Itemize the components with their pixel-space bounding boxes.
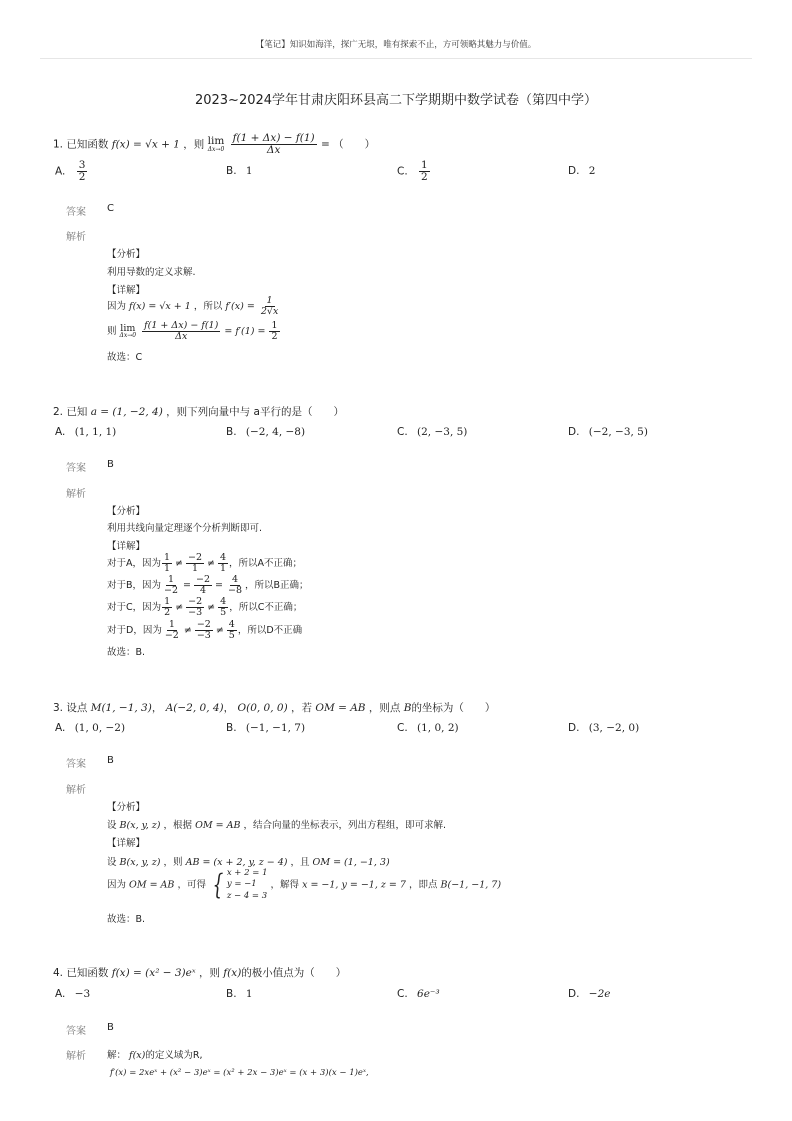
option-letter: A. (55, 426, 66, 438)
q3-stem-c: ，则点 (368, 702, 401, 714)
q3-point-o: O(0, 0, 0) (237, 702, 288, 714)
page-title: 2023~2024学年甘肃庆阳环县高二下学期期中数学试卷（第四中学） (194, 93, 598, 108)
row-fraction (186, 597, 204, 618)
q1-analysis-label: 解析 (66, 232, 86, 243)
brace-glyph: { (212, 868, 224, 902)
relation-symbol: ≠ (175, 601, 184, 613)
option-letter: B. (226, 165, 237, 177)
lim-sub: Δx→0 (119, 332, 137, 340)
text: ，即点 (408, 879, 438, 891)
option-value: 1 (245, 165, 253, 177)
option-value: (−2, −3, 5) (588, 426, 648, 438)
frac-num: 1 (164, 552, 171, 563)
q4-answer-label: 答案 (66, 1026, 86, 1037)
row-fraction (162, 553, 172, 574)
frac-den: −3 (196, 629, 211, 641)
row-fraction (186, 553, 204, 574)
q3-stem-b: ，若 (291, 702, 313, 714)
math: = f′(1) = (224, 325, 266, 337)
q3-vector-eq: OM = AB (315, 702, 366, 714)
frac-den: 5 (220, 606, 227, 618)
frac-den: 1 (220, 562, 227, 574)
row-fraction (194, 575, 212, 596)
row-fraction (227, 620, 237, 641)
q4-solution-line-1 (107, 1047, 202, 1061)
q4-stem-a: 4. 已知函数 (53, 967, 109, 979)
text: ，且 (290, 857, 310, 868)
q1-option-a[interactable] (55, 160, 88, 183)
math: OM = AB (195, 820, 241, 831)
relation-symbol: ≠ (207, 601, 216, 613)
q2-detail-row (107, 575, 309, 596)
q1-option-d[interactable] (568, 165, 595, 177)
q1-analysis-head: 【分析】 (107, 249, 146, 260)
frac-num: 1 (421, 159, 428, 171)
q2-option-c[interactable] (397, 426, 467, 438)
option-value: (−2, 4, −8) (245, 426, 306, 438)
q1-function: f(x) = √x + 1 (111, 138, 180, 151)
text: ，根据 (163, 820, 193, 831)
frac-num: 4 (231, 574, 239, 585)
q2-option-b[interactable] (226, 426, 305, 438)
row-fraction (163, 620, 181, 641)
q3-point-a: A(−2, 0, 4) (165, 702, 224, 714)
option-value: (1, 0, −2) (74, 722, 126, 734)
frac-den: 2 (421, 171, 428, 184)
q1-line2-limit (120, 324, 137, 340)
option-value: (2, −3, 5) (417, 426, 468, 438)
text: 则 (107, 325, 117, 337)
sep: ， (151, 702, 163, 714)
q3-stem-a: 3. 设点 (53, 702, 88, 714)
option-value: 6e⁻³ (417, 988, 440, 1000)
q1-answer-label: 答案 (66, 207, 86, 218)
frac-num: 1 (271, 320, 278, 331)
option-value: −2e (588, 988, 611, 1000)
frac-den: 4 (200, 584, 207, 596)
frac-num: f(1 + Δx) − f(1) (144, 320, 219, 331)
q1-option-c-frac (419, 160, 430, 183)
option-letter: B. (226, 426, 237, 438)
frac-den: 2√x (260, 305, 279, 317)
option-letter: C. (397, 165, 408, 178)
q3-option-d[interactable] (568, 722, 639, 734)
q4-option-d[interactable] (568, 988, 610, 1000)
q2-conclusion: 故选：B. (107, 647, 146, 658)
q1-option-c[interactable] (397, 160, 431, 183)
option-letter: A. (55, 722, 66, 734)
option-value: (1, 1, 1) (74, 426, 117, 438)
frac-num: −2 (196, 619, 211, 630)
row-prefix: 对于C，因为 (107, 601, 162, 613)
q1-answer-value: C (107, 203, 114, 214)
q2-analysis-head: 【分析】 (107, 506, 146, 517)
option-value: (−1, −1, 7) (245, 722, 306, 734)
math: AB = (x + 2, y, z − 4) (185, 857, 288, 868)
math: f(x) (129, 1050, 146, 1061)
q3-detail-head: 【详解】 (107, 838, 146, 849)
relation-symbol: ≠ (183, 624, 192, 636)
q3-answer-label: 答案 (66, 759, 86, 770)
q2-detail-row (107, 553, 302, 574)
math: B(x, y, z) (119, 857, 161, 868)
q2-analysis-label: 解析 (66, 489, 86, 500)
math: B(−1, −1, 7) (440, 879, 502, 891)
text: 因为 (107, 879, 127, 891)
option-letter: B. (226, 988, 237, 1000)
frac-num: −2 (188, 596, 203, 607)
frac-num: 4 (228, 619, 235, 630)
frac-num: 4 (220, 552, 227, 563)
q3-analysis-head: 【分析】 (107, 802, 146, 813)
q1-stem-b: ，则 (183, 138, 205, 151)
frac-num: −2 (188, 552, 203, 563)
option-letter: A. (55, 165, 66, 178)
q2-detail-row (107, 620, 302, 641)
q3-answer-value: B (107, 755, 114, 766)
relation-symbol: ≠ (207, 557, 215, 569)
text: ，则 (163, 857, 183, 868)
q2-option-a[interactable] (55, 426, 116, 438)
text: ，可得 (177, 879, 206, 891)
q1-line2-frac (142, 321, 220, 342)
q1-conclusion: 故选：C (107, 352, 143, 363)
q1-line2-rfrac (269, 321, 279, 342)
q3-analysis-label: 解析 (66, 785, 86, 796)
relation-symbol: ≠ (215, 624, 224, 636)
frac-den: 2 (271, 330, 278, 342)
q1-option-a-frac (77, 160, 88, 183)
row-fraction (218, 597, 228, 618)
text: 解： (107, 1050, 127, 1061)
frac-num: 1 (168, 619, 175, 630)
top-note: 【笔记】知识如海洋，探广无垠，唯有探索不止，方可领略其魅力与价值。 (255, 40, 537, 50)
frac-den: Δx (175, 330, 188, 342)
option-value: 1 (245, 988, 253, 1000)
frac-den: 5 (228, 629, 235, 641)
math: x = −1, y = −1, z = 7 (302, 879, 406, 891)
math: f′(x) = (225, 300, 255, 312)
q1-lim-word: lim (207, 135, 225, 148)
frac-den: 2 (164, 606, 171, 618)
frac-den: 1 (164, 562, 171, 574)
option-letter: D. (568, 165, 580, 177)
q1-fraction (231, 133, 317, 156)
frac-den: 1 (192, 562, 199, 574)
q4-analysis-label: 解析 (66, 1051, 86, 1062)
text: 设 (107, 857, 117, 868)
q2-option-d[interactable] (568, 426, 648, 438)
q4-option-a[interactable] (55, 988, 90, 1000)
q4-option-b[interactable] (226, 988, 253, 1000)
q1-frac-den: Δx (266, 144, 281, 157)
q1-limit (208, 136, 225, 153)
row-prefix: 对于B，因为 (107, 579, 162, 591)
math: OM = (1, −1, 3) (312, 857, 390, 868)
lim-word: lim (120, 322, 136, 334)
q4-fx: f(x) (223, 967, 242, 979)
q1-analysis-text: 利用导数的定义求解. (107, 267, 196, 278)
frac-num: 1 (164, 596, 171, 607)
q4-option-c[interactable] (397, 988, 440, 1000)
q4-answer-value: B (107, 1022, 114, 1033)
sep: ， (223, 702, 235, 714)
q4-function: f(x) = (x² − 3)eˣ (111, 967, 196, 979)
option-letter: D. (568, 426, 580, 438)
text: ，结合向量的坐标表示，列出方程组，即可求解. (243, 820, 446, 831)
q2-answer-label: 答案 (66, 463, 86, 474)
math: B(x, y, z) (119, 820, 161, 831)
row-fraction (195, 620, 213, 641)
q2-vector: a = (1, −2, 4) (90, 406, 163, 418)
option-value: (1, 0, 2) (417, 722, 459, 734)
row-prefix: 对于D，因为 (107, 624, 162, 636)
frac-num: 3 (78, 159, 86, 171)
relation-symbol: ≠ (175, 557, 184, 569)
relation-symbol: = (215, 579, 223, 591)
q1-detail-line-1 (107, 296, 281, 317)
system-row: y = −1 (226, 879, 257, 890)
question-2-stem (53, 404, 344, 419)
question-4-stem (53, 965, 346, 980)
q4-solution-line-2: f′(x) = 2xeˣ + (x² − 3)eˣ = (x² + 2x − 3)eˣ = (x + 3)(x − 1)eˣ, (110, 1068, 369, 1078)
option-value: (3, −2, 0) (588, 722, 640, 734)
q3-equation-system (209, 868, 268, 902)
q3-analysis-text (107, 817, 446, 831)
system-row: z − 4 = 3 (226, 890, 268, 901)
q1-frac-num: f(1 + Δx) − f(1) (232, 132, 315, 144)
frac-den: −3 (188, 606, 203, 618)
q2-analysis-text: 利用共线向量定理逐个分析判断即可. (107, 523, 263, 534)
system-rows (227, 868, 268, 902)
frac-num: 1 (168, 574, 175, 585)
q3-stem-d: 的坐标为（ ） (411, 702, 496, 714)
q1-line1-frac (259, 296, 280, 317)
system-row: x + 2 = 1 (226, 868, 268, 878)
text: 设 (107, 820, 117, 831)
header-divider (40, 58, 752, 59)
text: ，解得 (270, 879, 300, 891)
q2-detail-head: 【详解】 (107, 541, 146, 552)
row-fraction (162, 597, 172, 618)
option-value: 2 (588, 165, 596, 177)
frac-den: −8 (228, 584, 243, 596)
row-suffix: ，所以B正确； (245, 579, 309, 591)
frac-num: 4 (220, 596, 227, 607)
q2-answer-value: B (107, 459, 114, 470)
q2-stem-c: a平行的是（ ） (253, 406, 344, 418)
option-letter: B. (226, 722, 237, 734)
text: ，所以 (193, 300, 223, 312)
row-prefix: 对于A，因为 (107, 557, 161, 569)
relation-symbol: = (183, 579, 192, 591)
option-value: −3 (74, 988, 91, 1000)
q2-stem-b: ，则下列向量中与 (166, 406, 251, 418)
frac-num: 1 (266, 295, 273, 306)
option-letter: D. (568, 988, 580, 1000)
q1-lim-sub: Δx→0 (207, 145, 225, 153)
frac-den: 2 (78, 171, 86, 184)
math: f(x) = √x + 1 (129, 300, 191, 312)
row-suffix: ，所以C不正确； (229, 601, 303, 613)
q3-detail-line-1 (107, 854, 390, 868)
math: OM = AB (129, 879, 175, 891)
option-letter: C. (397, 722, 408, 734)
row-fraction (218, 553, 228, 574)
q4-stem-b: ，则 (198, 967, 220, 979)
option-letter: D. (568, 722, 580, 734)
row-suffix: ，所以D不正确 (237, 624, 303, 636)
frac-den: −2 (164, 629, 179, 641)
q3-detail-line-2 (107, 868, 501, 902)
q3-conclusion: 故选：B. (107, 914, 146, 925)
question-1-stem (53, 133, 375, 156)
row-fraction (162, 575, 180, 596)
q4-stem-c: 的极小值点为（ ） (241, 967, 347, 979)
q3-option-b[interactable] (226, 722, 305, 734)
q3-option-c[interactable] (397, 722, 459, 734)
frac-den: −2 (164, 584, 179, 596)
frac-num: −2 (196, 574, 211, 585)
q2-detail-row (107, 597, 302, 618)
q3-point-b: B (403, 702, 412, 714)
text: 因为 (107, 300, 127, 312)
q3-point-m: M(1, −1, 3) (90, 702, 152, 714)
question-3-stem (53, 700, 495, 715)
q2-stem-a: 2. 已知 (53, 406, 88, 418)
option-letter: A. (55, 988, 66, 1000)
q1-option-b[interactable] (226, 165, 253, 177)
q3-option-a[interactable] (55, 722, 125, 734)
q1-stem-a: 1. 已知函数 (53, 138, 109, 151)
option-letter: C. (397, 988, 408, 1000)
row-fraction (226, 575, 244, 596)
text: 的定义域为R, (145, 1050, 203, 1061)
q1-stem-c: = （ ） (321, 138, 376, 151)
q1-detail-line-2 (107, 321, 281, 342)
q1-detail-head: 【详解】 (107, 285, 146, 296)
row-suffix: ，所以A不正确； (229, 557, 303, 569)
option-letter: C. (397, 426, 408, 438)
